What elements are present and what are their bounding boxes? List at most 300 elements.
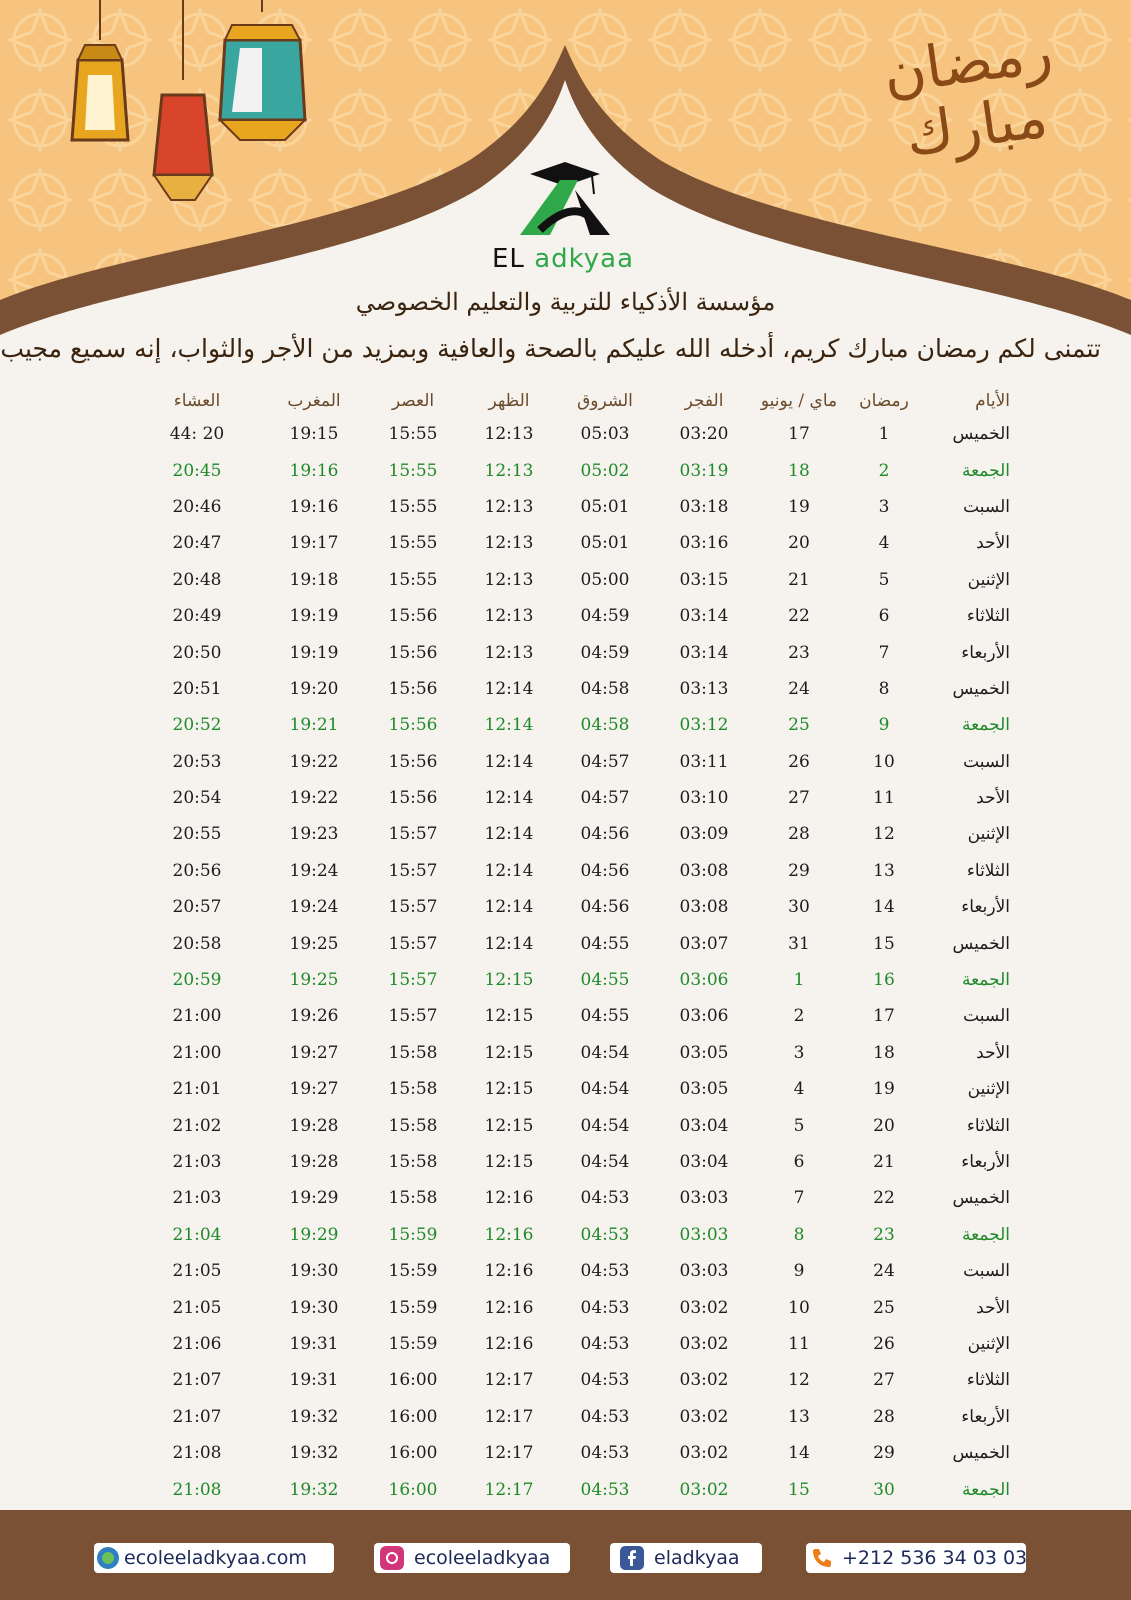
cell-fajr: 03:11 bbox=[679, 751, 729, 772]
table-row bbox=[130, 780, 1010, 816]
cell-fajr: 03:12 bbox=[679, 715, 729, 736]
table-row bbox=[130, 634, 1010, 670]
table-row bbox=[130, 816, 1010, 852]
cell-r: 18 bbox=[873, 1042, 895, 1063]
cell-dhuhr: 12:14 bbox=[484, 933, 534, 954]
ramadan-title-line1: رمضان bbox=[878, 16, 1057, 108]
cell-isha: 21:07 bbox=[172, 1370, 222, 1391]
cell-asr: 15:57 bbox=[388, 860, 438, 881]
cell-fajr: 03:08 bbox=[679, 897, 729, 918]
cell-g: 30 bbox=[788, 897, 810, 918]
cell-shuruq: 04:54 bbox=[580, 1079, 630, 1100]
phone-text: +212 536 34 03 03 bbox=[842, 1547, 1028, 1569]
cell-isha: 21:03 bbox=[172, 1188, 222, 1209]
table-row bbox=[130, 853, 1010, 889]
cell-shuruq: 04:57 bbox=[580, 788, 630, 809]
cell-shuruq: 04:53 bbox=[580, 1370, 630, 1391]
col-isha: العشاء bbox=[173, 391, 221, 411]
cell-fajr: 03:18 bbox=[679, 496, 729, 517]
cell-g: 31 bbox=[788, 933, 810, 954]
cell-maghrib: 19:27 bbox=[289, 1042, 339, 1063]
cell-fajr: 03:10 bbox=[679, 788, 729, 809]
cell-day: الأربعاء bbox=[961, 897, 1010, 918]
cell-fajr: 03:07 bbox=[679, 933, 729, 954]
cell-day: الخميس bbox=[952, 1188, 1010, 1209]
cell-g: 14 bbox=[788, 1443, 810, 1464]
cell-r: 11 bbox=[873, 788, 895, 809]
cell-maghrib: 19:26 bbox=[289, 1006, 339, 1027]
cell-r: 23 bbox=[873, 1224, 895, 1245]
cell-isha: 21:04 bbox=[172, 1224, 222, 1245]
cell-dhuhr: 12:14 bbox=[484, 788, 534, 809]
cell-r: 5 bbox=[878, 569, 890, 590]
cell-dhuhr: 12:14 bbox=[484, 824, 534, 845]
cell-g: 25 bbox=[788, 715, 810, 736]
cell-day: الخميس bbox=[952, 933, 1010, 954]
lantern-icon bbox=[220, 0, 305, 140]
table-row bbox=[130, 525, 1010, 561]
cell-fajr: 03:05 bbox=[679, 1042, 729, 1063]
cell-day: الخميس bbox=[952, 678, 1010, 699]
phone-link[interactable] bbox=[806, 1543, 1026, 1573]
table-row bbox=[130, 1435, 1010, 1471]
cell-isha: 20:54 bbox=[172, 788, 222, 809]
cell-day: الجمعة bbox=[961, 715, 1010, 736]
table-row bbox=[130, 1362, 1010, 1398]
cell-maghrib: 19:22 bbox=[289, 751, 339, 772]
cell-dhuhr: 12:13 bbox=[484, 424, 534, 445]
cell-day: السبت bbox=[963, 1006, 1010, 1027]
cell-fajr: 03:06 bbox=[679, 970, 729, 991]
cell-dhuhr: 12:17 bbox=[484, 1479, 534, 1500]
cell-dhuhr: 12:13 bbox=[484, 496, 534, 517]
cell-g: 29 bbox=[788, 860, 810, 881]
cell-maghrib: 19:15 bbox=[289, 424, 339, 445]
cell-r: 7 bbox=[878, 642, 890, 663]
col-gregorian: ماي / يونيو bbox=[760, 391, 838, 411]
cell-g: 23 bbox=[788, 642, 810, 663]
cell-fajr: 03:03 bbox=[679, 1224, 729, 1245]
cell-asr: 15:58 bbox=[388, 1188, 438, 1209]
cell-isha: 21:06 bbox=[172, 1333, 222, 1354]
cell-maghrib: 19:32 bbox=[289, 1443, 339, 1464]
table-row bbox=[130, 671, 1010, 707]
cell-day: الجمعة bbox=[961, 1479, 1010, 1500]
cell-fajr: 03:04 bbox=[679, 1152, 729, 1172]
cell-asr: 15:57 bbox=[388, 1006, 438, 1027]
cell-dhuhr: 12:13 bbox=[484, 569, 534, 590]
cell-maghrib: 19:28 bbox=[289, 1115, 339, 1136]
cell-isha: 20:49 bbox=[172, 606, 222, 627]
cell-shuruq: 04:59 bbox=[580, 642, 630, 663]
cell-day: الجمعة bbox=[961, 1224, 1010, 1245]
cell-g: 3 bbox=[793, 1042, 805, 1063]
cell-day: الجمعة bbox=[961, 460, 1010, 481]
cell-asr: 15:58 bbox=[388, 1079, 438, 1100]
cell-fajr: 03:15 bbox=[679, 569, 729, 590]
cell-isha: 21:01 bbox=[172, 1079, 222, 1100]
cell-isha: 20:56 bbox=[172, 860, 222, 881]
cell-r: 21 bbox=[873, 1152, 895, 1172]
cell-r: 26 bbox=[873, 1333, 895, 1354]
ramadan-title-line2: مبارك bbox=[901, 82, 1052, 170]
cell-asr: 15:58 bbox=[388, 1152, 438, 1172]
cell-isha: 20:47 bbox=[172, 533, 222, 554]
cell-maghrib: 19:19 bbox=[289, 642, 339, 663]
cell-r: 8 bbox=[878, 678, 890, 699]
cell-isha: 20:58 bbox=[172, 933, 222, 954]
table-row bbox=[130, 1144, 1010, 1180]
cell-g: 6 bbox=[793, 1152, 805, 1172]
table-row bbox=[130, 889, 1010, 925]
cell-g: 20 bbox=[788, 533, 810, 554]
cell-dhuhr: 12:15 bbox=[484, 970, 534, 991]
cell-r: 29 bbox=[873, 1443, 895, 1464]
cell-r: 28 bbox=[873, 1406, 895, 1427]
cell-shuruq: 04:58 bbox=[580, 678, 630, 699]
cell-asr: 15:57 bbox=[388, 824, 438, 845]
cell-isha: 20:59 bbox=[172, 970, 222, 991]
cell-maghrib: 19:20 bbox=[289, 678, 339, 699]
cell-asr: 15:57 bbox=[388, 933, 438, 954]
cell-maghrib: 19:27 bbox=[289, 1079, 339, 1100]
cell-fajr: 03:06 bbox=[679, 1006, 729, 1027]
greeting-text: تتمنى لكم رمضان مبارك كريم، أدخله الله عليكم بالصحة والعافية وبمزيد من الأجر والثواب، إنه سميع مجيب bbox=[0, 334, 1101, 363]
cell-g: 28 bbox=[788, 824, 810, 845]
phone-icon bbox=[810, 1546, 834, 1570]
cell-maghrib: 19:31 bbox=[289, 1333, 339, 1354]
cell-isha: 20:50 bbox=[172, 642, 222, 663]
cell-shuruq: 04:53 bbox=[580, 1224, 630, 1245]
table-row bbox=[130, 925, 1010, 961]
cell-asr: 15:56 bbox=[388, 788, 438, 809]
cell-g: 13 bbox=[788, 1406, 810, 1427]
cell-shuruq: 04:56 bbox=[580, 824, 630, 845]
cell-g: 27 bbox=[788, 788, 810, 809]
cell-day: الثلاثاء bbox=[966, 1370, 1010, 1391]
cell-r: 10 bbox=[873, 751, 895, 772]
cell-day: الجمعة bbox=[961, 970, 1010, 991]
cell-fajr: 03:05 bbox=[679, 1079, 729, 1100]
globe-icon bbox=[96, 1546, 120, 1570]
table-row bbox=[130, 1289, 1010, 1325]
table-row bbox=[130, 998, 1010, 1034]
cell-g: 26 bbox=[788, 751, 810, 772]
cell-day: الإثنين bbox=[967, 569, 1010, 590]
cell-shuruq: 04:53 bbox=[580, 1333, 630, 1354]
cell-asr: 15:56 bbox=[388, 678, 438, 699]
cell-shuruq: 05:01 bbox=[580, 496, 630, 517]
cell-fajr: 03:02 bbox=[679, 1333, 729, 1354]
cell-maghrib: 19:30 bbox=[289, 1297, 339, 1318]
cell-shuruq: 04:53 bbox=[580, 1261, 630, 1282]
cell-maghrib: 19:22 bbox=[289, 788, 339, 809]
cell-isha: 20:53 bbox=[172, 751, 222, 772]
cell-asr: 15:57 bbox=[388, 970, 438, 991]
cell-asr: 15:56 bbox=[388, 642, 438, 663]
cell-isha: 20:57 bbox=[172, 897, 222, 918]
cell-asr: 15:55 bbox=[388, 460, 438, 481]
cell-r: 14 bbox=[873, 897, 895, 918]
cell-r: 15 bbox=[873, 933, 895, 954]
cell-r: 9 bbox=[878, 715, 890, 736]
cell-isha: 21:00 bbox=[172, 1042, 222, 1063]
website-text: ecoleeladkyaa.com bbox=[124, 1547, 307, 1569]
cell-g: 11 bbox=[788, 1333, 810, 1354]
cell-g: 5 bbox=[793, 1115, 805, 1136]
cell-day: الإثنين bbox=[967, 824, 1010, 845]
cell-asr: 15:58 bbox=[388, 1042, 438, 1063]
table-row bbox=[130, 1326, 1010, 1362]
table-row bbox=[130, 707, 1010, 743]
cell-shuruq: 04:57 bbox=[580, 751, 630, 772]
table-row bbox=[130, 416, 1010, 452]
cell-day: الأربعاء bbox=[961, 642, 1010, 663]
cell-dhuhr: 12:14 bbox=[484, 715, 534, 736]
cell-g: 1 bbox=[793, 970, 805, 991]
cell-maghrib: 19:21 bbox=[289, 715, 339, 736]
table-row bbox=[130, 562, 1010, 598]
cell-dhuhr: 12:15 bbox=[484, 1006, 534, 1027]
cell-shuruq: 04:53 bbox=[580, 1188, 630, 1209]
table-row bbox=[130, 1217, 1010, 1253]
table-row bbox=[130, 1035, 1010, 1071]
facebook-text: eladkyaa bbox=[654, 1547, 740, 1569]
cell-dhuhr: 12:14 bbox=[484, 678, 534, 699]
cell-r: 16 bbox=[873, 970, 895, 991]
logo-wordmark bbox=[492, 244, 634, 274]
cell-fajr: 03:14 bbox=[679, 606, 729, 627]
col-ramadan: رمضان bbox=[859, 391, 909, 411]
cell-r: 2 bbox=[878, 460, 890, 481]
cell-fajr: 03:03 bbox=[679, 1261, 729, 1282]
cell-shuruq: 04:55 bbox=[580, 970, 630, 991]
cell-shuruq: 04:53 bbox=[580, 1406, 630, 1427]
cell-asr: 16:00 bbox=[388, 1479, 438, 1500]
cell-shuruq: 04:56 bbox=[580, 897, 630, 918]
cell-dhuhr: 12:15 bbox=[484, 1152, 534, 1172]
cell-maghrib: 19:25 bbox=[289, 970, 339, 991]
cell-maghrib: 19:32 bbox=[289, 1406, 339, 1427]
cell-shuruq: 04:53 bbox=[580, 1297, 630, 1318]
table-row bbox=[130, 1399, 1010, 1435]
cell-day: الخميس bbox=[952, 424, 1010, 445]
cell-shuruq: 04:53 bbox=[580, 1479, 630, 1500]
cell-fajr: 03:16 bbox=[679, 533, 729, 554]
cell-dhuhr: 12:14 bbox=[484, 897, 534, 918]
cell-asr: 15:55 bbox=[388, 424, 438, 445]
cell-fajr: 03:19 bbox=[679, 460, 729, 481]
cell-dhuhr: 12:16 bbox=[484, 1297, 534, 1318]
cell-asr: 15:55 bbox=[388, 533, 438, 554]
logo-text-adkyaa: adkyaa bbox=[534, 244, 635, 274]
lantern-icon bbox=[72, 0, 128, 140]
cell-isha: 21:03 bbox=[172, 1152, 222, 1172]
cell-isha: 20 :44 bbox=[169, 424, 225, 445]
cell-isha: 20:46 bbox=[172, 496, 222, 517]
instagram-text: ecoleeladkyaa bbox=[414, 1547, 551, 1569]
cell-shuruq: 04:59 bbox=[580, 606, 630, 627]
col-asr: العصر bbox=[391, 391, 435, 411]
cell-dhuhr: 12:15 bbox=[484, 1079, 534, 1100]
cell-fajr: 03:09 bbox=[679, 824, 729, 845]
table-row bbox=[130, 598, 1010, 634]
cell-day: الثلاثاء bbox=[966, 860, 1010, 881]
table-row bbox=[130, 1471, 1010, 1507]
website-link[interactable] bbox=[94, 1543, 334, 1573]
cell-day: الإثنين bbox=[967, 1079, 1010, 1100]
cell-shuruq: 04:54 bbox=[580, 1115, 630, 1136]
col-dhuhr: الظهر bbox=[488, 391, 530, 411]
cell-r: 30 bbox=[873, 1479, 895, 1500]
cell-isha: 20:52 bbox=[172, 715, 222, 736]
cell-fajr: 03:13 bbox=[679, 678, 729, 699]
cell-r: 19 bbox=[873, 1079, 895, 1100]
cell-isha: 21:08 bbox=[172, 1479, 222, 1500]
cell-maghrib: 19:25 bbox=[289, 933, 339, 954]
cell-dhuhr: 12:16 bbox=[484, 1188, 534, 1209]
cell-maghrib: 19:23 bbox=[289, 824, 339, 845]
cell-asr: 15:58 bbox=[388, 1115, 438, 1136]
table-row bbox=[130, 744, 1010, 780]
cell-r: 25 bbox=[873, 1297, 895, 1318]
cell-maghrib: 19:17 bbox=[289, 533, 339, 554]
cell-fajr: 03:04 bbox=[679, 1115, 729, 1136]
cell-isha: 21:00 bbox=[172, 1006, 222, 1027]
cell-shuruq: 05:03 bbox=[580, 424, 630, 445]
organization-name: مؤسسة الأذكياء للتربية والتعليم الخصوصي bbox=[355, 288, 776, 316]
cell-day: الأحد bbox=[976, 1297, 1010, 1318]
cell-r: 1 bbox=[878, 424, 890, 445]
cell-dhuhr: 12:13 bbox=[484, 533, 534, 554]
cell-g: 10 bbox=[788, 1297, 810, 1318]
cell-day: الأربعاء bbox=[961, 1406, 1010, 1427]
cell-g: 17 bbox=[788, 424, 810, 445]
cell-shuruq: 04:56 bbox=[580, 860, 630, 881]
col-shuruq: الشروق bbox=[577, 391, 633, 411]
instagram-link[interactable] bbox=[374, 1543, 570, 1573]
cell-asr: 15:56 bbox=[388, 606, 438, 627]
cell-dhuhr: 12:16 bbox=[484, 1261, 534, 1282]
cell-fajr: 03:14 bbox=[679, 642, 729, 663]
cell-asr: 15:55 bbox=[388, 569, 438, 590]
cell-fajr: 03:02 bbox=[679, 1406, 729, 1427]
cell-shuruq: 04:55 bbox=[580, 933, 630, 954]
cell-day: الثلاثاء bbox=[966, 606, 1010, 627]
cell-maghrib: 19:16 bbox=[289, 460, 339, 481]
cell-g: 18 bbox=[788, 460, 810, 481]
cell-dhuhr: 12:17 bbox=[484, 1443, 534, 1464]
cell-asr: 16:00 bbox=[388, 1370, 438, 1391]
cell-r: 22 bbox=[873, 1188, 895, 1209]
cell-shuruq: 04:53 bbox=[580, 1443, 630, 1464]
cell-maghrib: 19:32 bbox=[289, 1479, 339, 1500]
cell-asr: 16:00 bbox=[388, 1406, 438, 1427]
cell-isha: 20:55 bbox=[172, 824, 222, 845]
cell-r: 4 bbox=[878, 533, 890, 554]
table-row bbox=[130, 452, 1010, 488]
cell-isha: 21:05 bbox=[172, 1261, 222, 1282]
cell-r: 24 bbox=[873, 1261, 895, 1282]
cell-maghrib: 19:16 bbox=[289, 496, 339, 517]
cell-maghrib: 19:29 bbox=[289, 1188, 339, 1209]
cell-maghrib: 19:29 bbox=[289, 1224, 339, 1245]
cell-fajr: 03:03 bbox=[679, 1188, 729, 1209]
instagram-icon bbox=[380, 1546, 404, 1570]
facebook-link[interactable] bbox=[610, 1543, 762, 1573]
cell-shuruq: 05:00 bbox=[580, 569, 630, 590]
cell-g: 9 bbox=[793, 1261, 805, 1282]
col-fajr: الفجر bbox=[684, 391, 724, 411]
cell-day: الخميس bbox=[952, 1443, 1010, 1464]
cell-g: 2 bbox=[793, 1006, 805, 1027]
cell-shuruq: 04:54 bbox=[580, 1042, 630, 1063]
cell-isha: 21:05 bbox=[172, 1297, 222, 1318]
cell-dhuhr: 12:15 bbox=[484, 1042, 534, 1063]
table-row bbox=[130, 1180, 1010, 1216]
cell-day: الأربعاء bbox=[961, 1152, 1010, 1172]
cell-isha: 20:45 bbox=[172, 460, 222, 481]
cell-dhuhr: 12:15 bbox=[484, 1115, 534, 1136]
cell-shuruq: 05:01 bbox=[580, 533, 630, 554]
cell-fajr: 03:02 bbox=[679, 1443, 729, 1464]
cell-g: 15 bbox=[788, 1479, 810, 1500]
cell-g: 12 bbox=[788, 1370, 810, 1391]
cell-shuruq: 04:55 bbox=[580, 1006, 630, 1027]
cell-g: 19 bbox=[788, 496, 810, 517]
cell-day: السبت bbox=[963, 1261, 1010, 1282]
cell-r: 3 bbox=[878, 496, 890, 517]
cell-maghrib: 19:30 bbox=[289, 1261, 339, 1282]
cell-maghrib: 19:24 bbox=[289, 860, 339, 881]
cell-asr: 15:57 bbox=[388, 897, 438, 918]
cell-dhuhr: 12:16 bbox=[484, 1224, 534, 1245]
cell-g: 7 bbox=[793, 1188, 805, 1209]
cell-dhuhr: 12:13 bbox=[484, 606, 534, 627]
logo-text-el: EL bbox=[492, 244, 535, 274]
cell-day: الثلاثاء bbox=[966, 1115, 1010, 1136]
cell-r: 17 bbox=[873, 1006, 895, 1027]
col-days: الأيام bbox=[975, 391, 1010, 411]
cell-asr: 15:59 bbox=[388, 1297, 438, 1318]
cell-r: 20 bbox=[873, 1115, 895, 1136]
cell-fajr: 03:02 bbox=[679, 1370, 729, 1391]
table-row bbox=[130, 489, 1010, 525]
table-row bbox=[130, 962, 1010, 998]
cell-day: الأحد bbox=[976, 533, 1010, 554]
cell-g: 8 bbox=[793, 1224, 805, 1245]
cell-asr: 15:56 bbox=[388, 715, 438, 736]
prayer-times-table bbox=[130, 386, 1010, 1508]
cell-maghrib: 19:28 bbox=[289, 1152, 339, 1172]
cell-asr: 15:55 bbox=[388, 496, 438, 517]
table-row bbox=[130, 1253, 1010, 1289]
cell-dhuhr: 12:13 bbox=[484, 460, 534, 481]
cell-fajr: 03:20 bbox=[679, 424, 729, 445]
cell-day: الإثنين bbox=[967, 1333, 1010, 1354]
cell-day: الأحد bbox=[976, 1042, 1010, 1063]
cell-maghrib: 19:24 bbox=[289, 897, 339, 918]
cell-dhuhr: 12:17 bbox=[484, 1370, 534, 1391]
cell-maghrib: 19:31 bbox=[289, 1370, 339, 1391]
cell-shuruq: 04:54 bbox=[580, 1152, 630, 1172]
cell-isha: 20:48 bbox=[172, 569, 222, 590]
cell-isha: 21:07 bbox=[172, 1406, 222, 1427]
cell-fajr: 03:08 bbox=[679, 860, 729, 881]
cell-g: 4 bbox=[793, 1079, 805, 1100]
table-row bbox=[130, 1107, 1010, 1143]
cell-isha: 21:08 bbox=[172, 1443, 222, 1464]
